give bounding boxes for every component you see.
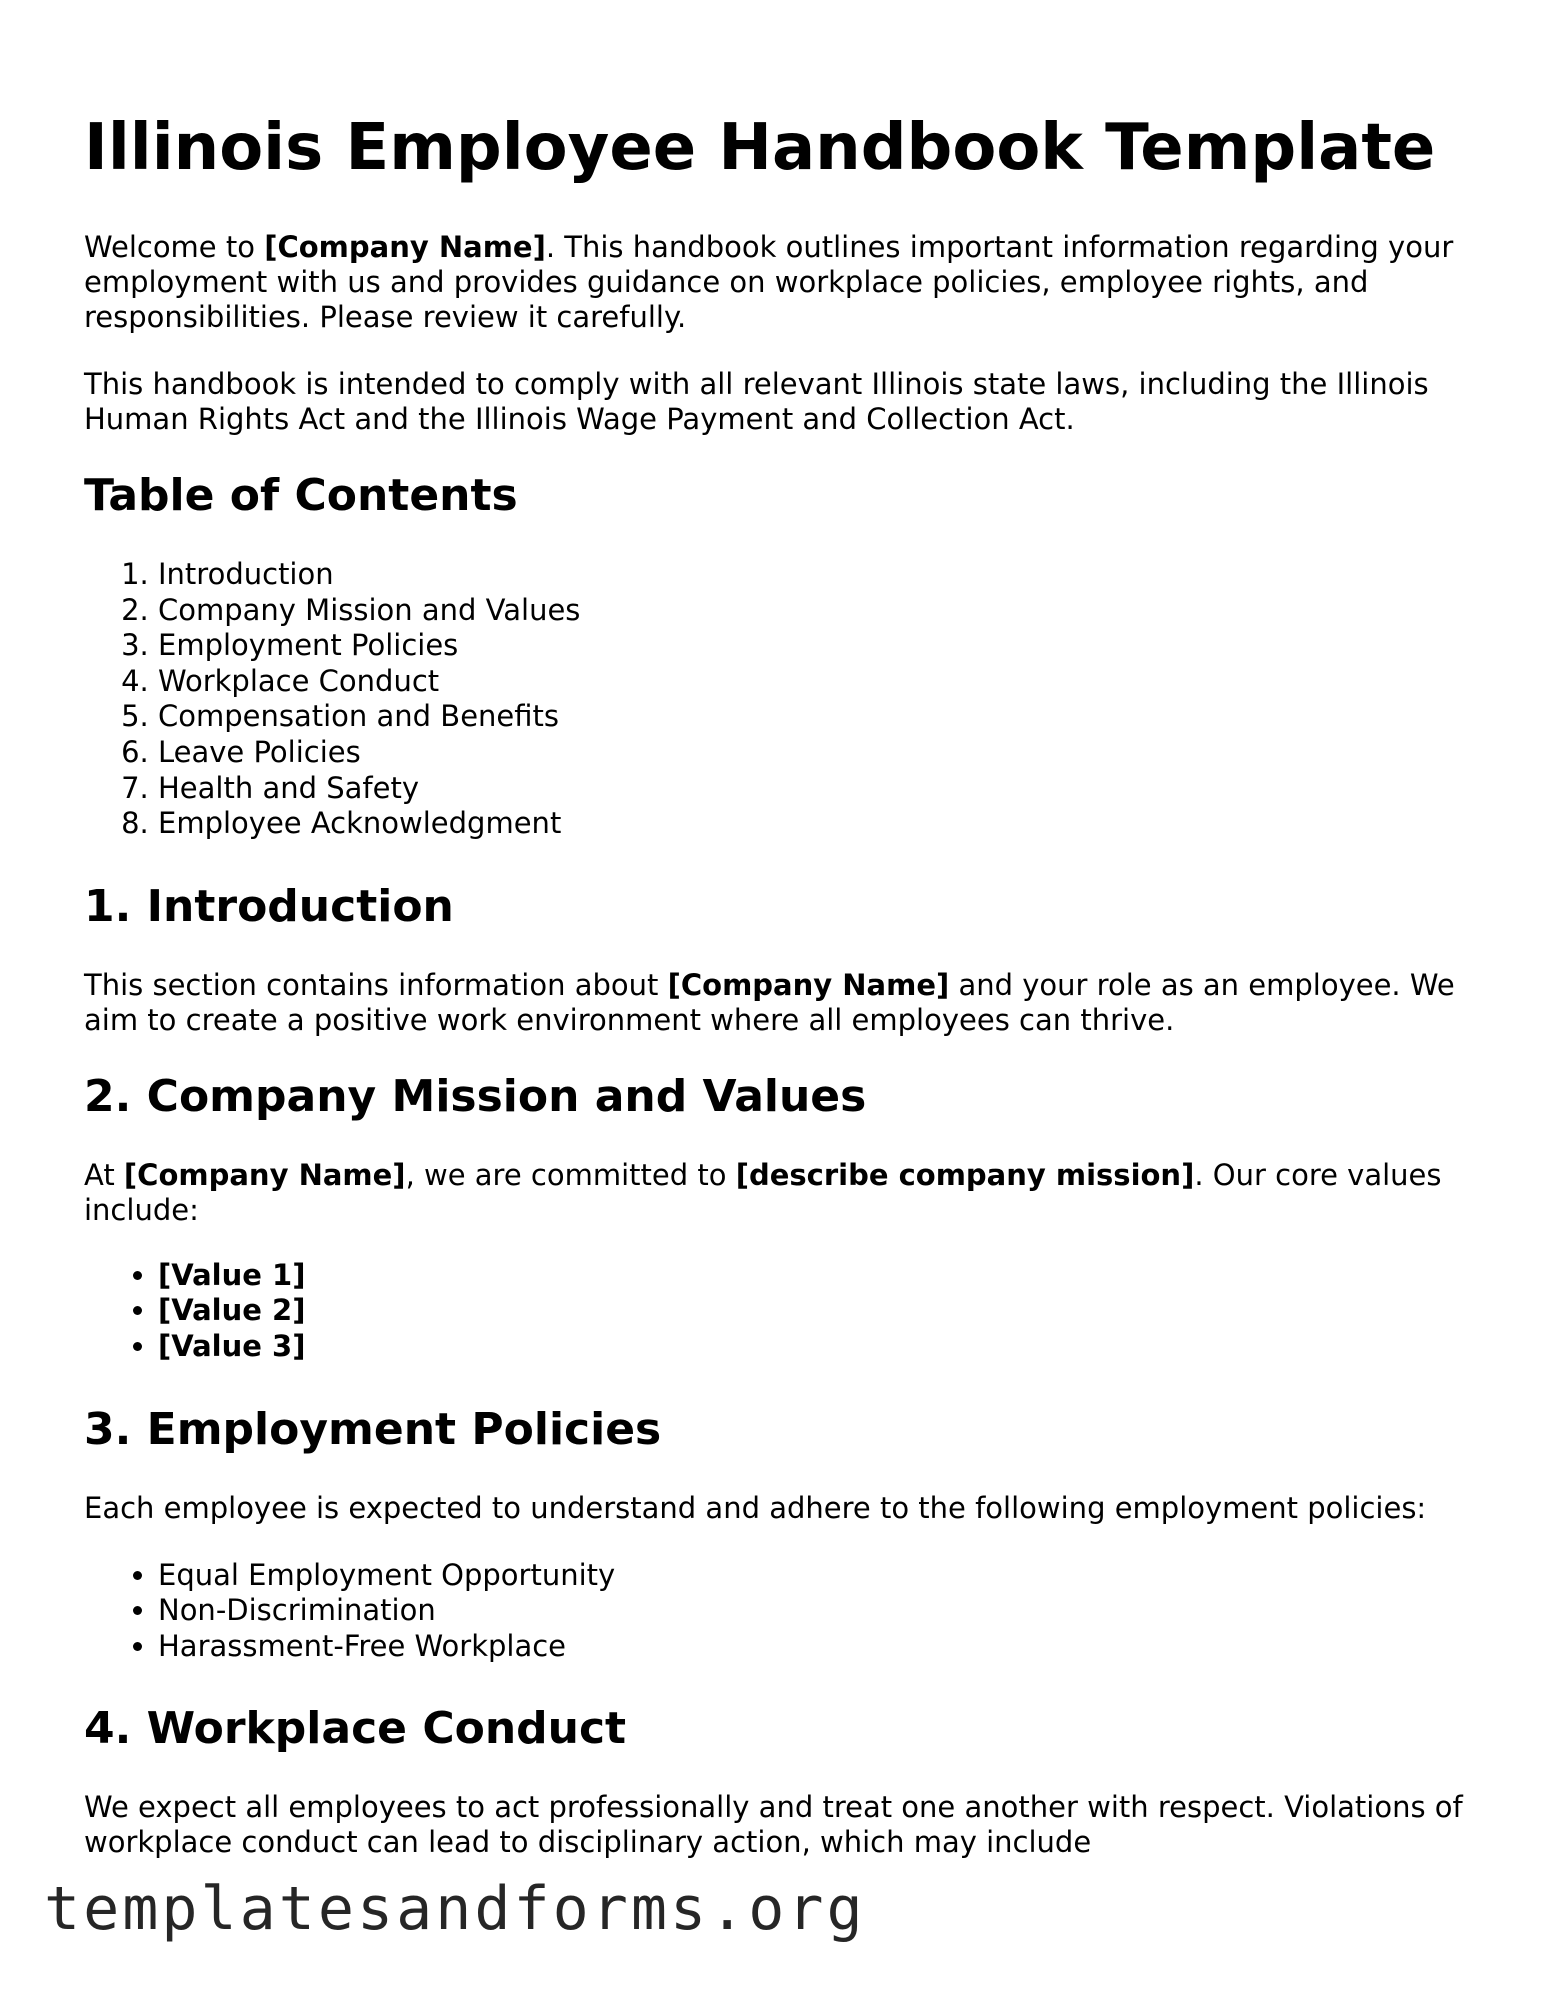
value-item bbox=[158, 1258, 1464, 1294]
value-placeholder: [Value 3] bbox=[158, 1328, 306, 1363]
value-placeholder: [Value 1] bbox=[158, 1257, 306, 1292]
toc-list bbox=[84, 557, 1464, 842]
company-name-placeholder: [Company Name] bbox=[123, 1157, 406, 1192]
mission-text-middle: , we are committed to bbox=[405, 1157, 736, 1192]
document-title: Illinois Employee Handbook Template bbox=[84, 111, 1436, 185]
section-introduction-text bbox=[84, 968, 1464, 1038]
toc-item: 6. Leave Policies bbox=[158, 735, 1464, 771]
toc-heading: Table of Contents bbox=[84, 470, 518, 521]
toc-item: 4. Workplace Conduct bbox=[158, 664, 1464, 700]
section-mission-heading: 2. Company Mission and Values bbox=[84, 1070, 867, 1122]
company-name-placeholder: [Company Name] bbox=[264, 230, 546, 264]
document-page bbox=[84, 96, 1464, 1892]
mission-text-end: . Our core values include: bbox=[84, 1157, 1442, 1227]
policy-item: • Non-Discrimination bbox=[158, 1593, 1464, 1629]
watermark-text: templatesandforms.org bbox=[44, 1874, 866, 1944]
toc-item: 1. Introduction bbox=[158, 557, 1464, 593]
policy-item: • Harassment-Free Workplace bbox=[158, 1629, 1464, 1665]
section-conduct-heading: 4. Workplace Conduct bbox=[84, 1703, 627, 1755]
policy-item: • Equal Employment Opportunity bbox=[158, 1558, 1464, 1594]
welcome-text-start: Welcome to bbox=[84, 230, 265, 264]
compliance-paragraph: This handbook is intended to comply with all relevant Illinois state laws, including the Illinois Human Rights Act and the Illinois Wage Payment and Collection Act. bbox=[84, 367, 1429, 436]
section-policies-heading: 3. Employment Policies bbox=[84, 1403, 662, 1455]
section-introduction-heading: 1. Introduction bbox=[84, 880, 454, 932]
value-item bbox=[158, 1329, 1464, 1365]
company-name-placeholder: [Company Name] bbox=[667, 967, 950, 1002]
toc-item: 3. Employment Policies bbox=[158, 628, 1464, 664]
intro-text-end: and your role as an employee. We aim to create a positive work environment where all employees can thrive. bbox=[84, 967, 1455, 1037]
mission-placeholder: [describe company mission] bbox=[735, 1157, 1195, 1192]
policies-list bbox=[84, 1558, 1464, 1665]
values-list bbox=[84, 1258, 1464, 1365]
section-conduct-text: We expect all employees to act professionally and treat one another with respect. Violations of workplace conduct can lead to disciplinary action, which may include bbox=[84, 1790, 1463, 1860]
value-item bbox=[158, 1293, 1464, 1329]
intro-text-start: This section contains information about bbox=[84, 967, 668, 1002]
toc-item: 5. Compensation and Benefits bbox=[158, 699, 1464, 735]
toc-item: 8. Employee Acknowledgment bbox=[158, 806, 1464, 842]
welcome-paragraph bbox=[84, 230, 1464, 335]
value-placeholder: [Value 2] bbox=[158, 1293, 306, 1328]
toc-item: 2. Company Mission and Values bbox=[158, 593, 1464, 629]
mission-text-start: At bbox=[84, 1157, 124, 1192]
section-policies-text: Each employee is expected to understand and adhere to the following employment policies: bbox=[84, 1490, 1427, 1525]
section-mission-text bbox=[84, 1158, 1464, 1228]
toc-item: 7. Health and Safety bbox=[158, 771, 1464, 807]
welcome-text-end: . This handbook outlines important information regarding your employment with us and provides guidance on workplace policies, employee rights, and responsibilities. Please review it carefully. bbox=[84, 230, 1454, 334]
